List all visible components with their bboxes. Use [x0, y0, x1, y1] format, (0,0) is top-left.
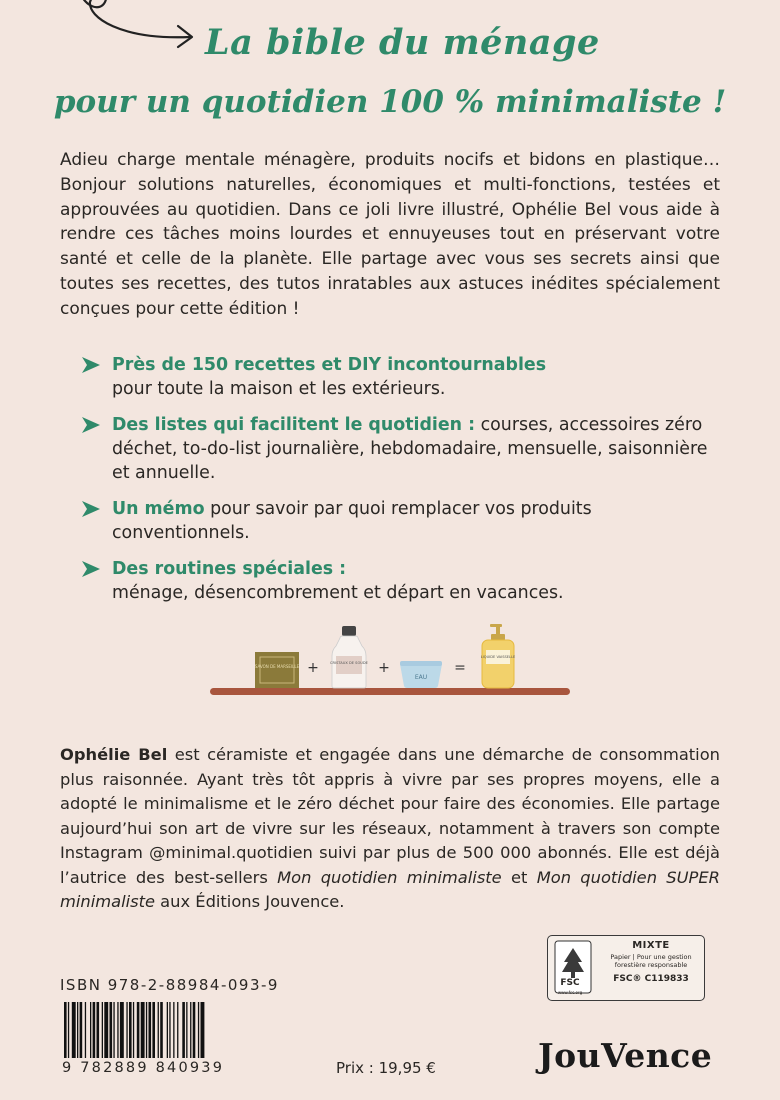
barcode-bar — [104, 1002, 108, 1058]
fsc-paper: Papier | Pour une gestion forestière responsable — [610, 953, 692, 969]
plus-sign: + — [378, 660, 390, 676]
barcode-bar — [141, 1002, 145, 1058]
bottle-label: CRISTAUX DE SOUDE — [330, 661, 368, 665]
isbn-text: ISBN 978-2-88984-093-9 — [60, 976, 279, 994]
barcode-bar — [137, 1002, 140, 1058]
feature-item — [80, 497, 720, 545]
barcode-bar — [85, 1002, 86, 1058]
bio-text: est céramiste et engagée dans une démarche de consommation plus raisonnée. Ayant très tôt appris à vivre par ses propres moyens, elle a adopté le minimalisme et le zéro déchet pour faire des économies. Elle partage aujourd’hui son art de vivre sur les réseaux, notamment à travers son compte Instagram @minimal.quotidien suivi par plus de 500 000 abonnés. Elle est déjà l’autrice des best-sellers — [60, 745, 720, 887]
barcode — [62, 1002, 276, 1066]
fsc-text: FSC — [560, 978, 580, 988]
feature-highlight: Près de 150 recettes et DIY incontournables — [112, 355, 547, 375]
barcode-bar — [90, 1002, 91, 1058]
barcode-bar — [190, 1002, 191, 1058]
book-title: Mon quotidien SUPER minimaliste — [60, 867, 720, 911]
bowl-label: EAU — [414, 674, 428, 681]
barcode-bar — [72, 1002, 76, 1058]
barcode-bar — [120, 1002, 124, 1058]
soap-label: SAVON DE MARSEILLE — [254, 664, 300, 669]
barcode-bar — [77, 1002, 78, 1058]
feature-item — [80, 413, 720, 485]
result-label: LIQUIDE VAISSELLE — [480, 655, 516, 659]
feature-item — [80, 557, 720, 605]
feature-highlight: Des routines spéciales : — [112, 559, 347, 579]
fsc-mixte: MIXTE — [632, 940, 670, 951]
barcode-bar — [64, 1002, 67, 1058]
barcode-bar — [80, 1002, 83, 1058]
barcode-bar — [169, 1002, 170, 1058]
barcode-bar — [113, 1002, 114, 1058]
feature-text: courses, accessoires zéro déchet, to-do-list journalière, hebdomadaire, mensuelle, saisonnière et annuelle. — [112, 415, 708, 483]
feature-highlight: Un mémo — [112, 499, 205, 519]
barcode-bar — [201, 1002, 205, 1058]
chevron-right-icon — [80, 416, 102, 434]
barcode-bar — [117, 1002, 118, 1058]
barcode-bar — [133, 1002, 134, 1058]
barcode-bar — [173, 1002, 174, 1058]
publisher-logo: JouVence — [538, 1036, 713, 1075]
plus-sign: + — [307, 660, 319, 676]
feature-item — [80, 353, 720, 401]
barcode-bar — [160, 1002, 163, 1058]
chevron-right-icon — [80, 500, 102, 518]
fsc-code: FSC® C119833 — [613, 974, 689, 984]
feature-text: pour toute la maison et les extérieurs. — [112, 379, 446, 399]
barcode-bar — [149, 1002, 152, 1058]
feature-highlight: Des listes qui facilitent le quotidien : — [112, 415, 476, 435]
barcode-bar — [97, 1002, 100, 1058]
barcode-bar — [182, 1002, 185, 1058]
barcode-bar — [177, 1002, 178, 1058]
intro-paragraph: Adieu charge mentale ménagère, produits nocifs et bidons en plastique… Bonjour solutions naturelles, économiques et multi-fonctions, testées et approuvées au quotidien. Dans ce joli livre illustré, Ophélie Bel vous aide à rendre ces tâches moins lourdes et ennuyeuses tout en préservant votre santé et celle de la planète. Elle partage avec vous ses secrets ainsi que toutes ses recettes, des tutos inratables aux astuces inédites spécialement conçues pour cette édition ! — [60, 150, 720, 319]
bottle-cap — [342, 626, 356, 636]
chevron-right-icon — [80, 356, 102, 374]
barcode-bar — [158, 1002, 159, 1058]
fsc-label — [547, 935, 705, 1001]
title-line-1: La bible du ménage — [205, 22, 600, 63]
barcode-bar — [126, 1002, 127, 1058]
book-title: Mon quotidien minimaliste — [277, 867, 502, 887]
barcode-bar — [68, 1002, 69, 1058]
shelf — [210, 688, 570, 695]
author-bio — [60, 743, 720, 915]
equals-sign: = — [454, 660, 466, 676]
recipe-illustration — [210, 620, 570, 710]
barcode-bar — [146, 1002, 147, 1058]
author-name: Ophélie Bel — [60, 745, 168, 764]
barcode-bar — [129, 1002, 132, 1058]
title-line-2: pour un quotidien 100 % minimaliste ! — [53, 84, 727, 120]
feature-text: pour savoir par quoi remplacer vos produits conventionnels. — [112, 499, 592, 543]
barcode-bar — [167, 1002, 168, 1058]
barcode-number: 9 782889 840939 — [62, 1060, 225, 1076]
barcode-bar — [186, 1002, 187, 1058]
price: Prix : 19,95 € — [336, 1059, 436, 1077]
feature-list — [80, 353, 720, 605]
barcode-bar — [193, 1002, 196, 1058]
chevron-right-icon — [80, 560, 102, 578]
bio-text: aux Éditions Jouvence. — [155, 892, 345, 911]
feature-text: ménage, désencombrement et départ en vacances. — [112, 583, 564, 603]
barcode-bar — [102, 1002, 103, 1058]
barcode-bar — [198, 1002, 199, 1058]
barcode-bar — [110, 1002, 113, 1058]
bio-text: et — [501, 867, 537, 887]
barcode-bar — [93, 1002, 96, 1058]
barcode-bar — [152, 1002, 155, 1058]
fsc-website: www.fsc.org — [557, 990, 583, 995]
